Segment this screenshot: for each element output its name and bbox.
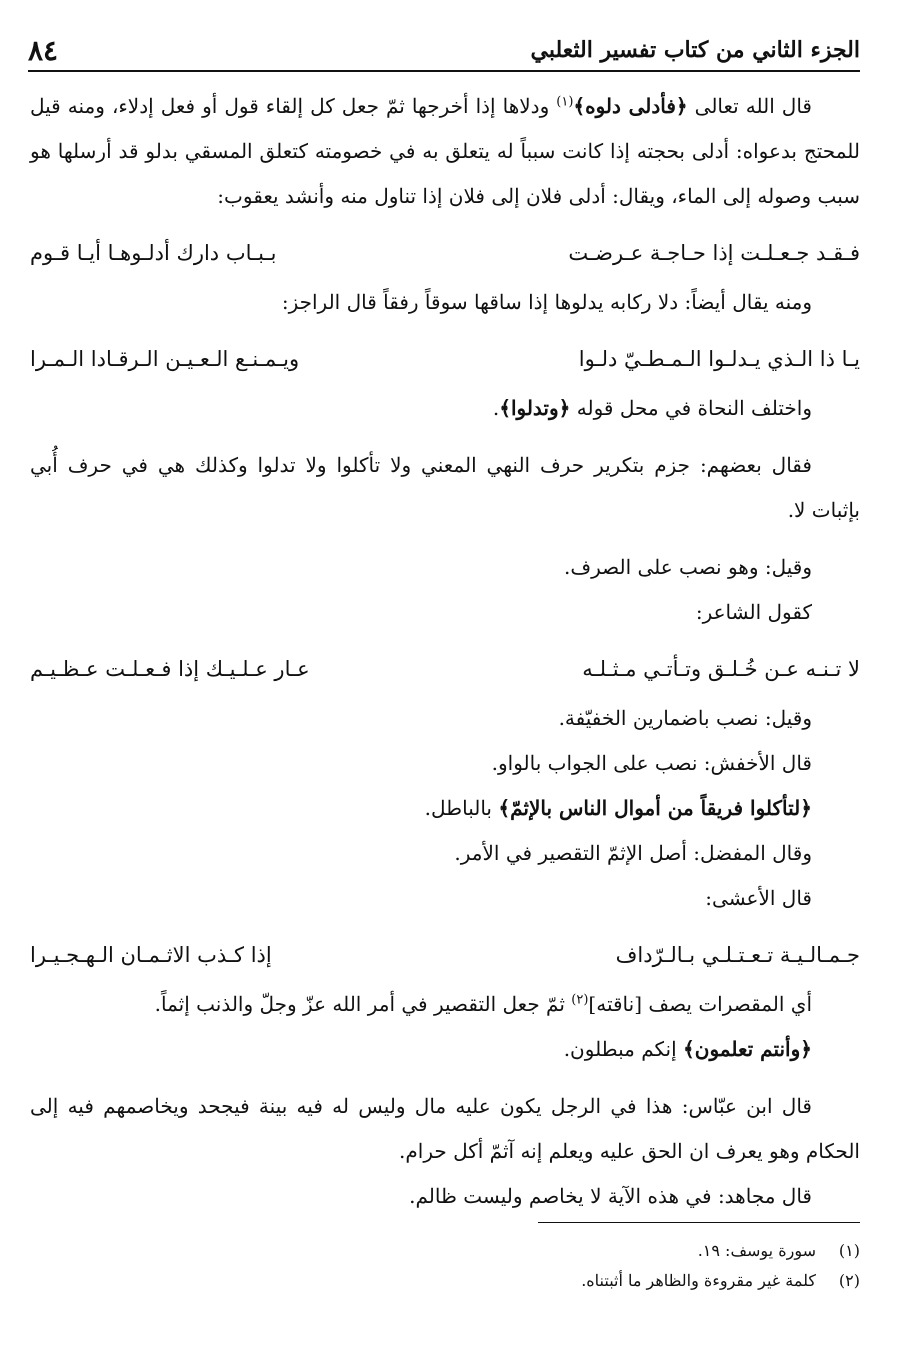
page-number: ٨٤ [28,33,59,67]
footnote-text: كلمة غير مقروءة والظاهر ما أثبتناه. [581,1271,816,1290]
footnote [360,1266,860,1296]
paragraph: كقول الشاعر: [695,600,812,624]
poetry-verse [30,337,860,382]
quran-quote: ﴿وتدلوا﴾ [499,396,571,420]
paragraph [30,1027,860,1072]
verse-second-hemistich: عـار عـلـيـك إذا فـعـلـت عـظـيـم [30,657,310,681]
poetry-verse [30,231,860,276]
text-span: ثمّ جعل التقصير في أمر الله عزّ وجلّ والذنب إثماً. [154,992,572,1016]
running-title: الجزء الثاني من كتاب تفسير الثعلبي [530,37,860,63]
footnotes [360,1236,860,1296]
footnote-ref: (٢) [571,992,589,1008]
footnote-separator [538,1222,860,1223]
verse-second-hemistich: إذا كـذب الاثـمـان الـهـجـيـرا [30,943,272,967]
paragraph: قال مجاهد: في هذه الآية لا يخاصم وليست ظالم. [409,1184,812,1208]
text-span: قال الله تعالى [687,94,812,118]
footnote-number: (٢) [838,1271,860,1290]
paragraph: قال الأعشى: [705,886,812,910]
verse-second-hemistich: ويـمـنـع الـعـيـن الـرقـادا الـمـرا [30,347,300,371]
paragraph [30,84,860,219]
paragraph: قال الأخفش: نصب على الجواب بالواو. [491,751,812,775]
paragraph: وقال المفضل: أصل الإثمّ التقصير في الأمر. [454,841,812,865]
text-span: . [492,396,500,420]
paragraph [30,786,860,831]
verse-first-hemistich: يـا ذا الـذي يـدلـوا الـمـطـيّ دلـوا [578,347,860,371]
verse-first-hemistich: لا تـنـه عـن خُـلـق وتـأتـي مـثـلـه [582,657,860,681]
verse-second-hemistich: بـبـاب دارك أدلـوهـا أيـا قـوم [30,241,277,265]
verse-first-hemistich: جـمـالـيـة تـعـتـلـي بـالـرّداف [615,943,860,967]
quran-quote: ﴿وأنتم تعلمون﴾ [683,1037,812,1061]
paragraph: ومنه يقال أيضاً: دلا ركابه يدلوها إذا ساقها سوقاً رفقاً قال الراجز: [281,290,812,314]
paragraph: وقيل: نصب باضمارين الخفيّفة. [558,706,812,730]
text-span: ودلاها إذا أخرجها ثمّ جعل كل إلقاء قول أو فعل إدلاء، ومنه قيل للمحتج بدعواه: أدلى بحجته إذا كانت سبباً له يتعلق به في خصومته كتعلق المسقي بدلو قد أرسلها هو سبب وصوله إلى الماء، ويقال: أدلى فلان إلى فلان إذا تناول منه وأنشد يعقوب: [30,94,860,208]
page-header [28,30,860,72]
text-span: واختلف النحاة في محل قوله [570,396,812,420]
footnote-text: سورة يوسف: ١٩. [697,1241,816,1260]
poetry-verse [30,647,860,692]
paragraph: فقال بعضهم: جزم بتكرير حرف النهي المعني ولا تأكلوا ولا تدلوا وكذلك هي في حرف أُبي بإثبات لا. [30,453,860,522]
paragraph: قال ابن عبّاس: هذا في الرجل يكون عليه مال وليس له فيه بينة فيجحد ويخاصمهم فيه إلى الحكام وهو يعرف ان الحق عليه ويعلم إنه آثمّ أكل حرام. [30,1094,860,1163]
poetry-verse [30,933,860,978]
main-text [30,84,860,1219]
footnote [360,1236,860,1266]
paragraph [30,982,860,1027]
text-span: إنكم مبطلون. [563,1037,684,1061]
verse-first-hemistich: فـقـد جـعـلـت إذا حـاجـة عـرضـت [568,241,860,265]
footnote-ref: (١) [556,94,574,110]
quran-quote: ﴿لتأكلوا فريقاً من أموال الناس بالإثمّ﴾ [498,796,812,820]
paragraph: وقيل: وهو نصب على الصرف. [564,555,812,579]
footnote-number: (١) [838,1241,860,1260]
paragraph [30,386,860,431]
text-span: أي المقصرات يصف [ناقته] [588,992,812,1016]
text-span: بالباطل. [424,796,499,820]
quran-quote: ﴿فأدلى دلوه﴾ [573,94,688,118]
